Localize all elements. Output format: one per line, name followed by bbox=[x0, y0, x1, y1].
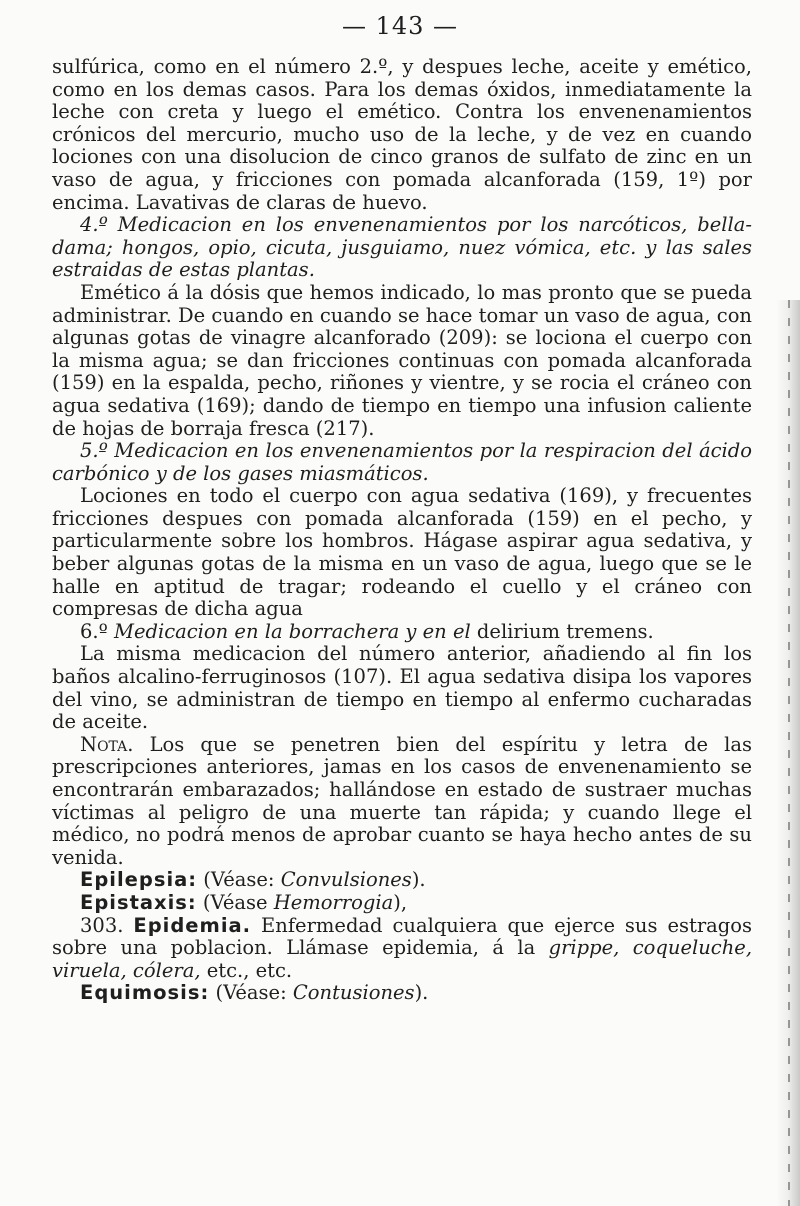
entry-number: 303. bbox=[80, 913, 124, 937]
entry-reference: Convulsiones bbox=[280, 868, 412, 892]
heading-drunkenness bbox=[52, 621, 752, 644]
heading-carbonic-acid: 5.º Medicacion en los envenenamientos por la respiracion del ácido carbónico y de los gases miasmáticos. bbox=[52, 439, 752, 485]
paragraph-mercury-continuation: sulfúrica, como en el número 2.º, y despues leche, aceite y emético, como en los demas casos. Para los demas óxidos, inmediatamente la leche con creta y luego el emético. Contra los envenenamientos crónicos del mercurio, mucho uso de la leche, y de vez en cuando lociones con una disolucion de cinco granos de sulfato de zinc en un vaso de agua, y fricciones con pomada alcanforada (159, 1º) por encima. Lavativas de claras de huevo. bbox=[52, 55, 752, 214]
entry-tail: ). bbox=[414, 981, 429, 1005]
page-number: — 143 — bbox=[341, 12, 459, 40]
paragraph-narcotics-treatment: Emético á la dósis que hemos indicado, lo mas pronto que se pueda administrar. De cuando en cuando se hace tomar un vaso de agua, con algunas gotas de vinagre alcanforado (209): se lociona el cuerpo con la misma agua; se dan fricciones continuas con pomada alcanforada (159) en la espalda, pecho, riñones y vientre, y se rocia el cráneo con agua sedativa (169); dando de tiempo en tiempo una infusion caliente de hojas de borraja fresca (217). bbox=[52, 280, 752, 440]
heading-italic-part: Medicacion en la borrachera y en el bbox=[113, 619, 471, 643]
entry-epistaxis bbox=[52, 892, 752, 915]
entry-text: Enfermedad cualquiera que ejerce sus estragos sobre una poblacion. Llámase epidemia, á la bbox=[52, 913, 753, 960]
entry-headword: Epilepsia: bbox=[80, 868, 198, 892]
entry-tail: ). bbox=[411, 868, 426, 892]
page-body bbox=[52, 56, 752, 1005]
entry-equimosis bbox=[52, 982, 752, 1005]
paragraph-drunkenness-treatment: La misma medicacion del número anterior, añadiendo al fin los baños alcalino-ferruginosos (107). El agua sedativa disipa los vapores del vino, se administran de tiempo en tiempo al enfermo cucharadas de aceite. bbox=[52, 642, 752, 734]
entry-text: (Véase: bbox=[215, 981, 287, 1005]
paragraph-carbonic-acid-treatment: Lociones en todo el cuerpo con agua sedativa (169), y frecuentes fricciones despues con pomada alcanforada (159) en el pecho, y particularmente sobre los hombros. Hágase aspirar agua sedativa, y beber algunas gotas de la misma en un vaso de agua, luego que se le halle en aptitud de tragar; rodeando el cuello y el cráneo con compresas de dicha agua bbox=[52, 484, 752, 621]
nota-label: Nota. bbox=[80, 732, 134, 756]
page-edge-binding bbox=[776, 300, 800, 1206]
entry-text: (Véase: bbox=[203, 868, 275, 892]
entry-headword: Epidemia. bbox=[133, 913, 252, 937]
heading-number: 6.º bbox=[80, 619, 108, 643]
heading-narcotics: 4.º Medicacion en los envenenamientos por los narcóticos, bella-dama; hongos, opio, cicuta, jusguiamo, nuez vómica, etc. y las sales estraidas de estas plantas. bbox=[52, 213, 752, 282]
nota-text: Los que se penetren bien del espíritu y letra de las prescripciones anteriores, jamas en los casos de envenenamiento se encontrarán embarazados; hallándose en estado de sustraer muchas víctimas al peligro de una muerte tan rápida; y cuando llege el médico, no podrá menos de aprobar cuanto se haya hecho antes de su venida. bbox=[52, 732, 752, 869]
entry-reference: Hemorrogia bbox=[273, 890, 394, 914]
entry-headword: Epistaxis: bbox=[80, 890, 197, 914]
entry-epidemia bbox=[52, 915, 752, 983]
entry-tail: ), bbox=[393, 890, 408, 914]
entry-text: (Véase bbox=[202, 890, 268, 914]
nota-paragraph bbox=[52, 734, 752, 870]
entry-reference: Contusiones bbox=[292, 981, 415, 1005]
heading-roman-part: delirium tremens. bbox=[476, 619, 654, 643]
entry-epilepsia bbox=[52, 869, 752, 892]
entry-headword: Equimosis: bbox=[80, 981, 210, 1005]
entry-tail: etc., etc. bbox=[206, 958, 293, 982]
entry-examples: grippe, coqueluche, viruela, cólera, bbox=[52, 936, 753, 982]
